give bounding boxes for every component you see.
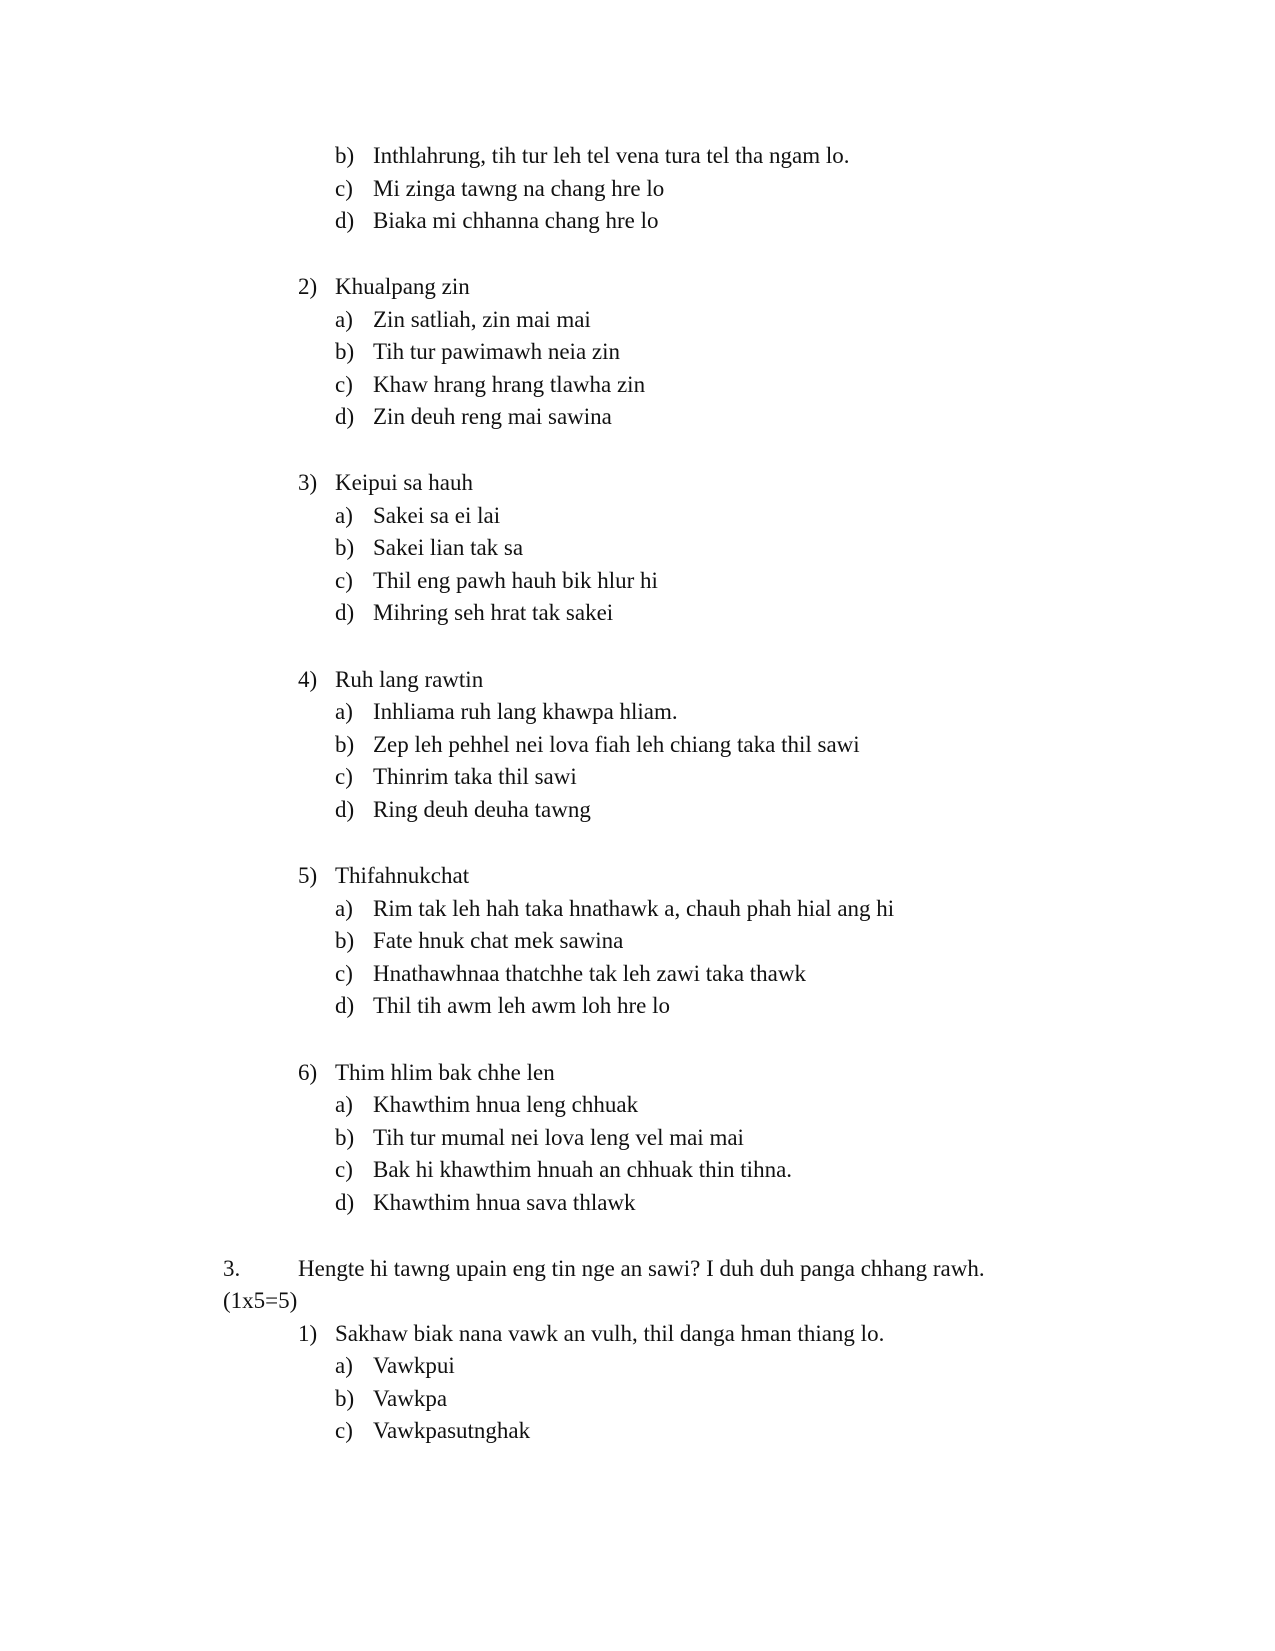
option-letter: d) [335, 208, 355, 233]
option-text: Mi zinga tawng na chang hre lo [373, 176, 665, 201]
option-letter: c) [335, 176, 353, 201]
option-text: Inthlahrung, tih tur leh tel vena tura tel tha ngam lo. [373, 143, 850, 168]
item-text: Keipui sa hauh [335, 470, 473, 495]
option-letter: d) [335, 404, 355, 429]
item-number: 1) [298, 1321, 318, 1346]
option-letter: b) [335, 339, 355, 364]
option-text: Inhliama ruh lang khawpa hliam. [373, 699, 678, 724]
option-text: Thinrim taka thil sawi [373, 764, 577, 789]
option-letter: b) [335, 1125, 355, 1150]
option-letter: c) [335, 1418, 353, 1443]
option-text: Zin satliah, zin mai mai [373, 307, 591, 332]
option-text: Vawkpa [373, 1386, 448, 1411]
option-text: Vawkpui [373, 1353, 455, 1378]
option-letter: c) [335, 961, 353, 986]
question-text: Hengte hi tawng upain eng tin nge an sawi? I duh duh panga chhang rawh. [298, 1256, 985, 1281]
option-text: Sakei lian tak sa [373, 535, 524, 560]
option-text: Biaka mi chhanna chang hre lo [373, 208, 659, 233]
option-text: Thil eng pawh hauh bik hlur hi [373, 568, 658, 593]
option-letter: d) [335, 993, 355, 1018]
option-letter: a) [335, 307, 353, 332]
option-text: Zep leh pehhel nei lova fiah leh chiang taka thil sawi [373, 732, 860, 757]
option-text: Rim tak leh hah taka hnathawk a, chauh phah hial ang hi [373, 896, 895, 921]
item-number: 6) [298, 1060, 318, 1085]
option-text: Fate hnuk chat mek sawina [373, 928, 624, 953]
option-text: Tih tur mumal nei lova leng vel mai mai [373, 1125, 744, 1150]
item-text: Thim hlim bak chhe len [335, 1060, 555, 1085]
option-text: Mihring seh hrat tak sakei [373, 600, 614, 625]
question-marks: (1x5=5) [223, 1288, 298, 1313]
option-letter: c) [335, 1157, 353, 1182]
option-text: Sakei sa ei lai [373, 503, 501, 528]
item-number: 4) [298, 667, 318, 692]
option-letter: a) [335, 503, 353, 528]
option-letter: a) [335, 1092, 353, 1117]
question-number: 3. [223, 1256, 241, 1281]
option-text: Khawthim hnua leng chhuak [373, 1092, 639, 1117]
option-text: Khawthim hnua sava thlawk [373, 1190, 636, 1215]
option-letter: c) [335, 372, 353, 397]
option-text: Bak hi khawthim hnuah an chhuak thin tihna. [373, 1157, 793, 1182]
option-letter: c) [335, 764, 353, 789]
option-letter: b) [335, 535, 355, 560]
option-letter: a) [335, 896, 353, 921]
option-letter: d) [335, 797, 355, 822]
option-letter: a) [335, 699, 353, 724]
option-text: Zin deuh reng mai sawina [373, 404, 612, 429]
option-text: Tih tur pawimawh neia zin [373, 339, 621, 364]
item-number: 5) [298, 863, 318, 888]
item-number: 3) [298, 470, 318, 495]
option-text: Ring deuh deuha tawng [373, 797, 591, 822]
item-text: Sakhaw biak nana vawk an vulh, thil danga hman thiang lo. [335, 1321, 885, 1346]
option-text: Hnathawhnaa thatchhe tak leh zawi taka thawk [373, 961, 806, 986]
item-text: Khualpang zin [335, 274, 470, 299]
option-text: Vawkpasutnghak [373, 1418, 531, 1443]
option-letter: d) [335, 1190, 355, 1215]
option-letter: a) [335, 1353, 353, 1378]
item-text: Thifahnukchat [335, 863, 470, 888]
option-letter: c) [335, 568, 353, 593]
option-letter: d) [335, 600, 355, 625]
item-number: 2) [298, 274, 318, 299]
option-letter: b) [335, 732, 355, 757]
option-text: Thil tih awm leh awm loh hre lo [373, 993, 671, 1018]
item-text: Ruh lang rawtin [335, 667, 484, 692]
option-letter: b) [335, 143, 355, 168]
option-text: Khaw hrang hrang tlawha zin [373, 372, 646, 397]
option-letter: b) [335, 928, 355, 953]
option-letter: b) [335, 1386, 355, 1411]
